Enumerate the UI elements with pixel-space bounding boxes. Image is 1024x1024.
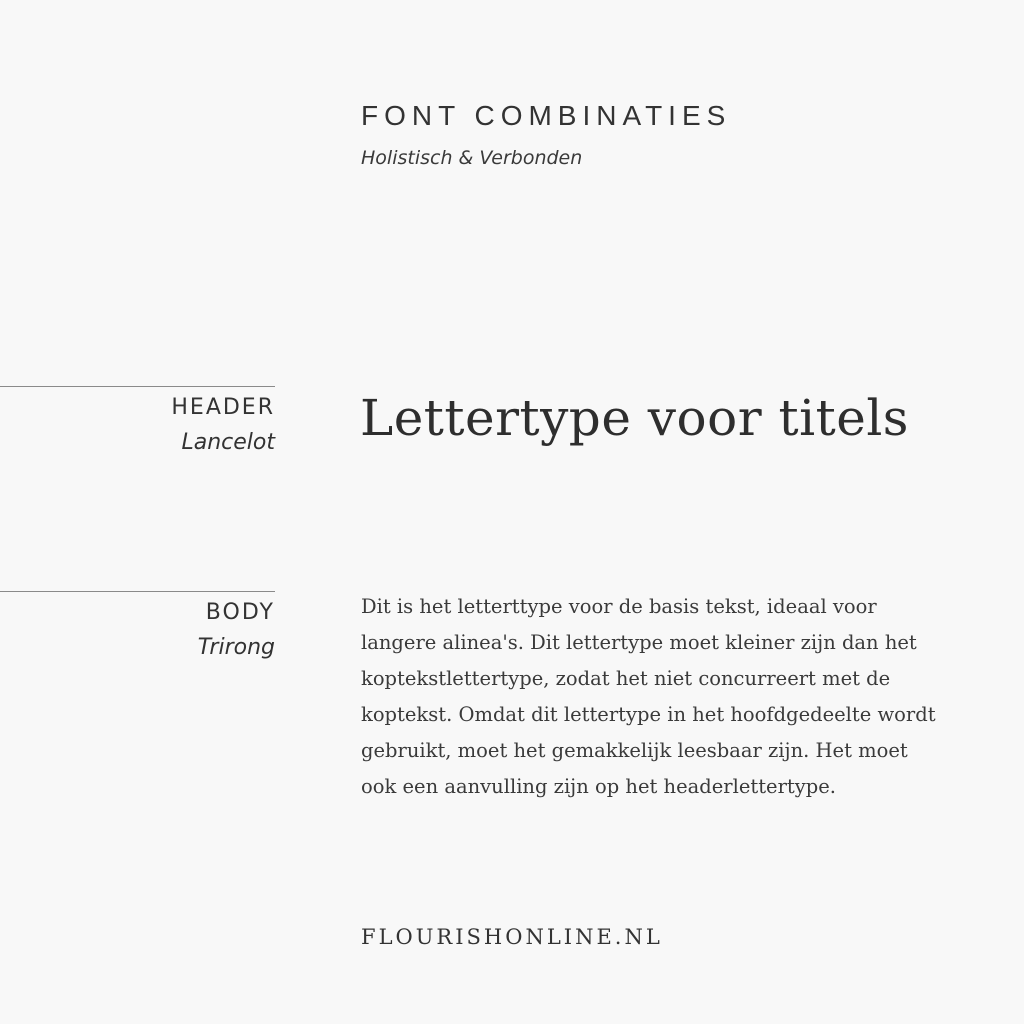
body-divider (0, 591, 275, 592)
page-title: FONT COMBINATIES (361, 100, 732, 131)
header-font-name: Lancelot (181, 430, 275, 455)
header-section-label: HEADER (171, 395, 275, 420)
header-font-sample: Lettertype voor titels (360, 389, 909, 447)
header-divider (0, 386, 275, 387)
body-font-sample: Dit is het letterttype voor de basis tekst, ideaal voor langere alinea's. Dit lettertype moet kleiner zijn dan het koptekstlettertype, zodat het niet concurreert met de koptekst. Omdat dit lettertype in het hoofdgedeelte wordt gebruikt, moet het gemakkelijk leesbaar zijn. Het moet ook een aanvulling zijn op het headerlettertype. (361, 595, 936, 798)
website-link: FLOURISHONLINE.NL (361, 925, 663, 949)
page-subtitle: Holistisch & Verbonden (361, 147, 583, 169)
body-section-label: BODY (205, 600, 275, 625)
body-font-name: Trirong (197, 635, 275, 660)
